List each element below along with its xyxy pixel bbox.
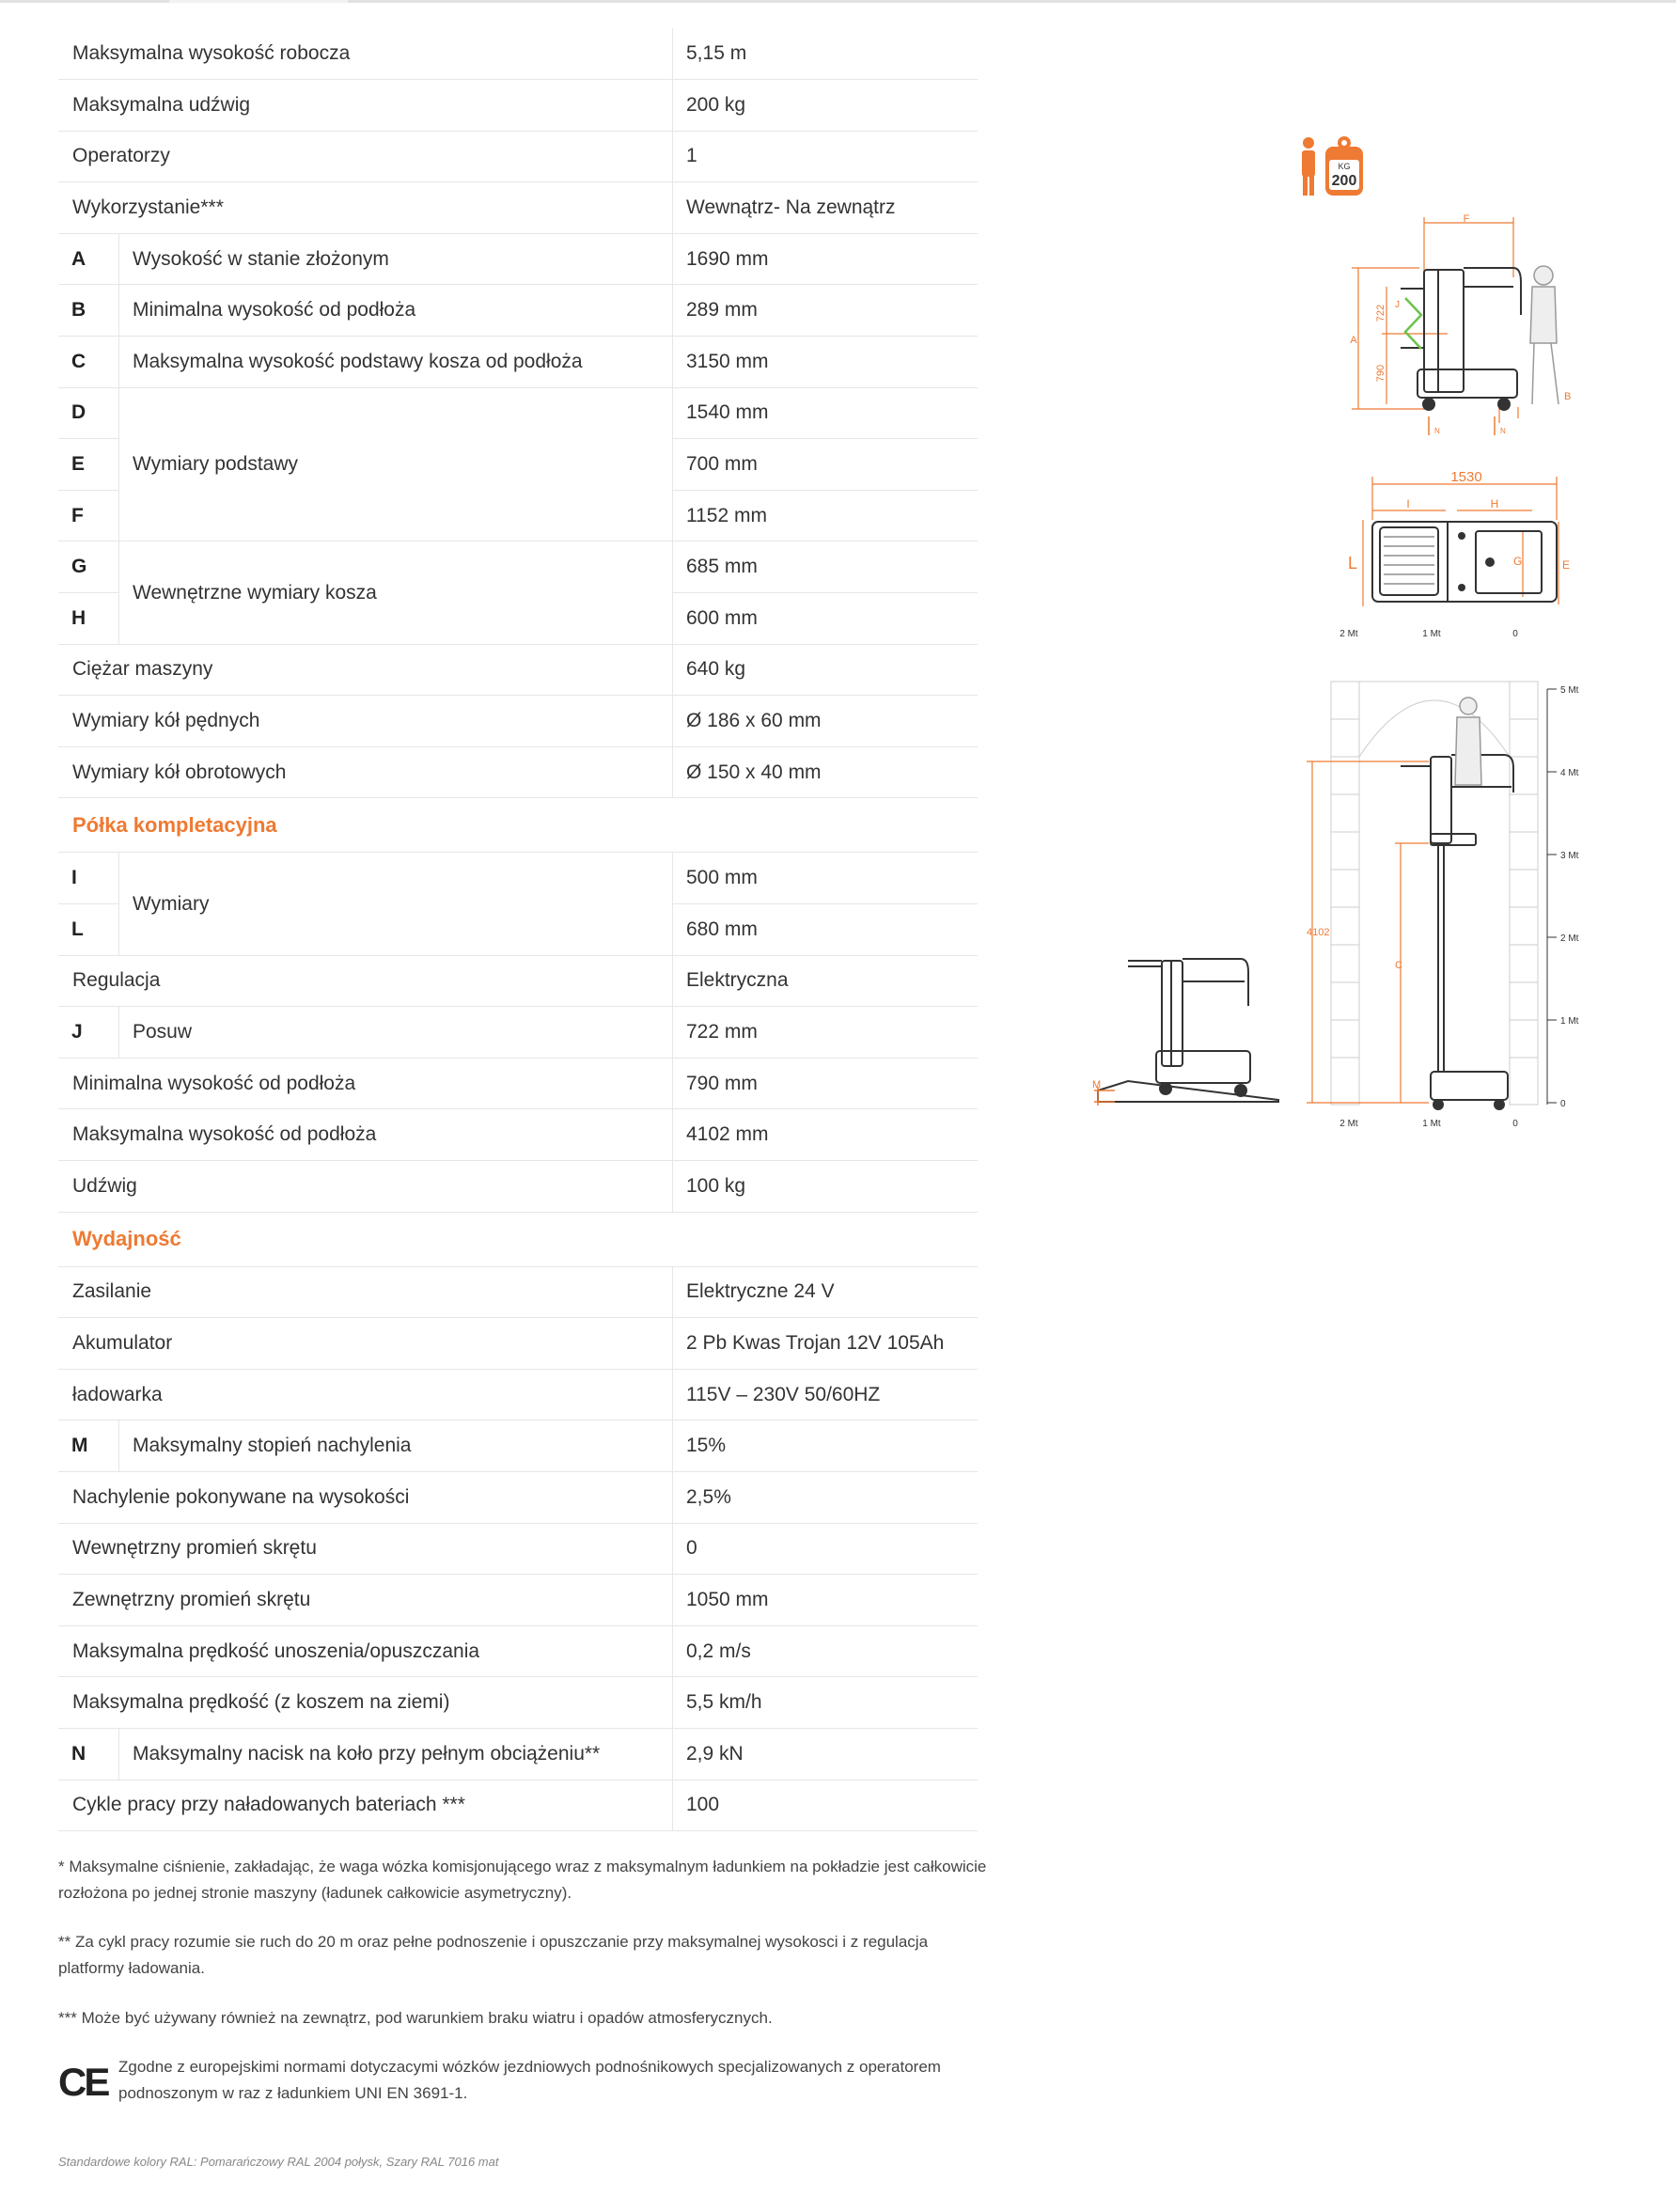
ce-compliance-text: Zgodne z europejskimi normami dotyczacymi wózków jezdniowych podnośnikowych specjalizowanych z operatorem podnoszonym w raz z ładunkiem UNI EN 3691-1. xyxy=(118,2058,941,2102)
dimension-letter: H xyxy=(58,593,119,645)
spec-value: 100 xyxy=(673,1780,979,1831)
spec-value: 640 kg xyxy=(673,644,979,696)
spec-row xyxy=(58,1420,978,1472)
spec-value: 1540 mm xyxy=(673,387,979,439)
standard-colors-note: Standardowe kolory RAL: Pomarańczowy RAL 2004 połysk, Szary RAL 7016 mat xyxy=(58,2155,499,2169)
tray-grid xyxy=(1384,537,1434,584)
machine-extended xyxy=(1401,755,1513,1100)
spec-value: 1152 mm xyxy=(673,490,979,541)
spec-row xyxy=(58,696,978,747)
spec-row xyxy=(58,1318,978,1370)
spec-label: Maksymalna udźwig xyxy=(58,80,673,132)
spec-row xyxy=(58,1471,978,1523)
spec-value: 1 xyxy=(673,131,979,182)
tab-indicator[interactable] xyxy=(902,0,1676,3)
spec-row xyxy=(58,853,978,904)
spec-value: 289 mm xyxy=(673,285,979,337)
spec-label: Maksymalna prędkość unoszenia/opuszczania xyxy=(58,1625,673,1677)
dim-e: E xyxy=(1562,558,1571,572)
spec-row xyxy=(58,541,978,593)
spec-group-label: Wewnętrzne wymiary kosza xyxy=(119,541,673,644)
spec-value: 685 mm xyxy=(673,541,979,593)
dimension-letter: E xyxy=(58,439,119,491)
scale-4mt: 4 Mt xyxy=(1560,768,1579,778)
spec-row xyxy=(58,233,978,285)
dim-j: J xyxy=(1395,300,1400,310)
spec-value: 790 mm xyxy=(673,1058,979,1109)
top-view-diagram xyxy=(1335,465,1579,616)
spec-row xyxy=(58,285,978,337)
dimension-letter: F xyxy=(58,490,119,541)
spec-value: Elektryczna xyxy=(673,955,979,1007)
spec-row xyxy=(58,746,978,798)
spec-value: 2 Pb Kwas Trojan 12V 105Ah xyxy=(673,1318,979,1370)
spec-value: 1050 mm xyxy=(673,1575,979,1626)
dim-1530: 1530 xyxy=(1450,469,1482,485)
spec-label: Wymiary kół pędnych xyxy=(58,696,673,747)
badge-capacity: 200 xyxy=(1331,173,1357,189)
scale-5mt: 5 Mt xyxy=(1560,685,1579,696)
spec-value: 600 mm xyxy=(673,593,979,645)
tab-indicator[interactable] xyxy=(0,0,169,3)
spec-value: 700 mm xyxy=(673,439,979,491)
top-tab-strip xyxy=(0,0,1676,4)
section-title: Półka kompletacyjna xyxy=(58,798,978,853)
load-n-2: N xyxy=(1500,427,1506,435)
tab-indicator[interactable] xyxy=(348,0,902,3)
spec-row xyxy=(58,955,978,1007)
axis-top-2mt: 2 Mt xyxy=(1339,629,1358,639)
spec-row xyxy=(58,1677,978,1729)
dimension-letter: L xyxy=(58,904,119,956)
spec-value: 2,9 kN xyxy=(673,1728,979,1780)
spec-value: 1690 mm xyxy=(673,233,979,285)
axis-bottom-1mt: 1 Mt xyxy=(1422,1119,1441,1129)
dim-4102: 4102 xyxy=(1307,927,1330,938)
spec-label: Zewnętrzny promień skrętu xyxy=(58,1575,673,1626)
dimension-letter: I xyxy=(58,853,119,904)
spec-group-label: Wymiary podstawy xyxy=(119,387,673,541)
axis-top-1mt: 1 Mt xyxy=(1422,629,1441,639)
spec-row xyxy=(58,1780,978,1831)
section-header-row xyxy=(58,1212,978,1266)
scale-3mt: 3 Mt xyxy=(1560,851,1579,861)
operator-figure xyxy=(1455,698,1481,785)
spec-value: 100 kg xyxy=(673,1160,979,1212)
scale-0: 0 xyxy=(1560,1099,1566,1109)
height-scale xyxy=(1547,689,1557,1105)
dimension-letter: G xyxy=(58,541,119,593)
tab-indicator-active[interactable] xyxy=(169,0,348,3)
spec-row xyxy=(58,1266,978,1318)
height-reach-diagram xyxy=(1297,625,1579,1133)
section-title: Wydajność xyxy=(58,1212,978,1266)
spec-row xyxy=(58,1109,978,1161)
spec-label: Cykle pracy przy naładowanych bateriach *** xyxy=(58,1780,673,1831)
spec-label: Maksymalna prędkość (z koszem na ziemi) xyxy=(58,1677,673,1729)
spec-value: 680 mm xyxy=(673,904,979,956)
axis-bottom-0: 0 xyxy=(1512,1119,1518,1129)
scale-1mt: 1 Mt xyxy=(1560,1016,1579,1027)
spec-label: Maksymalny stopień nachylenia xyxy=(119,1420,673,1472)
footnote-1: * Maksymalne ciśnienie, zakładając, że waga wózka komisjonującego wraz z maksymalnym ładunkiem na pokładzie jest całkowicie rozłożona po jednej stronie maszyny (ładunek całkowicie asymetryczny). xyxy=(58,1858,987,1902)
spec-label: Ciężar maszyny xyxy=(58,644,673,696)
spec-row xyxy=(58,1728,978,1780)
spec-label: Zasilanie xyxy=(58,1266,673,1318)
dim-a: A xyxy=(1350,335,1357,346)
spec-value: 500 mm xyxy=(673,853,979,904)
spec-value: 3150 mm xyxy=(673,337,979,388)
load-n-1: N xyxy=(1434,427,1440,435)
dim-b: B xyxy=(1564,391,1572,402)
dim-h: H xyxy=(1490,497,1499,510)
spec-label: Maksymalna wysokość robocza xyxy=(58,28,673,80)
spec-row xyxy=(58,387,978,439)
spec-group-label: Wymiary xyxy=(119,853,673,955)
spec-label: Minimalna wysokość od podłoża xyxy=(58,1058,673,1109)
dim-c: C xyxy=(1395,960,1402,971)
spec-value: 4102 mm xyxy=(673,1109,979,1161)
dimension-letter: N xyxy=(58,1728,119,1780)
wall-bricks xyxy=(1331,682,1538,1105)
dim-m: M xyxy=(1092,1079,1102,1090)
spec-value: 15% xyxy=(673,1420,979,1472)
spec-row xyxy=(58,1625,978,1677)
spec-value: 5,15 m xyxy=(673,28,979,80)
spec-row xyxy=(58,1575,978,1626)
axis-top-0: 0 xyxy=(1512,629,1518,639)
capacity-badge xyxy=(1297,133,1372,199)
footnote-3: *** Może być używany również na zewnątrz, pod warunkiem braku wiatru i opadów atmosferycznych. xyxy=(58,2009,773,2027)
dimension-letter: M xyxy=(58,1420,119,1472)
dim-790: 790 xyxy=(1375,364,1386,383)
side-view-diagram xyxy=(1335,212,1579,447)
spec-value: 2,5% xyxy=(673,1471,979,1523)
scale-2mt: 2 Mt xyxy=(1560,933,1579,944)
spec-label: Wymiary kół obrotowych xyxy=(58,746,673,798)
spec-row xyxy=(58,182,978,234)
spec-row xyxy=(58,1058,978,1109)
footnote-2: ** Za cykl pracy rozumie sie ruch do 20 m oraz pełne podnoszenie i opuszczanie przy maksymalnej wysokosci i z regulacja platformy ładowania. xyxy=(58,1933,929,1977)
dim-f: F xyxy=(1463,213,1470,225)
dim-l: L xyxy=(1348,554,1358,573)
dimension-letter: A xyxy=(58,233,119,285)
dimension-letter: C xyxy=(58,337,119,388)
spec-value: 200 kg xyxy=(673,80,979,132)
spec-row xyxy=(58,1523,978,1575)
ce-mark-icon: CE xyxy=(58,2060,108,2104)
spec-label: ładowarka xyxy=(58,1369,673,1420)
spec-row xyxy=(58,644,978,696)
spec-row xyxy=(58,1369,978,1420)
spec-value: 115V – 230V 50/60HZ xyxy=(673,1369,979,1420)
spec-value: Wewnątrz- Na zewnątrz xyxy=(673,182,979,234)
ramp-slope-diagram xyxy=(1090,940,1297,1109)
spec-row xyxy=(58,1007,978,1059)
spec-value: 5,5 km/h xyxy=(673,1677,979,1729)
section-header-row xyxy=(58,798,978,853)
spec-label: Posuw xyxy=(119,1007,673,1059)
spec-label: Akumulator xyxy=(58,1318,673,1370)
spec-value: Elektryczne 24 V xyxy=(673,1266,979,1318)
spec-value: 0,2 m/s xyxy=(673,1625,979,1677)
spec-label: Udźwig xyxy=(58,1160,673,1212)
dim-g: G xyxy=(1513,555,1523,568)
axis-bottom-2mt: 2 Mt xyxy=(1339,1119,1358,1129)
spec-label: Maksymalna wysokość od podłoża xyxy=(58,1109,673,1161)
spec-label: Minimalna wysokość od podłoża xyxy=(119,285,673,337)
spec-row xyxy=(58,28,978,80)
spec-label: Wykorzystanie*** xyxy=(58,182,673,234)
spec-value: Ø 150 x 40 mm xyxy=(673,746,979,798)
spec-label: Nachylenie pokonywane na wysokości xyxy=(58,1471,673,1523)
dimension-letter: J xyxy=(58,1007,119,1059)
dimension-letter: B xyxy=(58,285,119,337)
spec-label: Wewnętrzny promień skrętu xyxy=(58,1523,673,1575)
spec-value: 0 xyxy=(673,1523,979,1575)
dimension-letter: D xyxy=(58,387,119,439)
spec-row xyxy=(58,80,978,132)
spec-row xyxy=(58,131,978,182)
dim-722: 722 xyxy=(1375,304,1386,322)
spec-label: Maksymalny nacisk na koło przy pełnym obciążeniu** xyxy=(119,1728,673,1780)
spec-value: Ø 186 x 60 mm xyxy=(673,696,979,747)
spec-label: Wysokość w stanie złożonym xyxy=(119,233,673,285)
specification-table xyxy=(58,28,978,1831)
spec-row xyxy=(58,337,978,388)
spec-value: 722 mm xyxy=(673,1007,979,1059)
operator-icon xyxy=(1302,137,1315,196)
spec-label: Operatorzy xyxy=(58,131,673,182)
dim-i: I xyxy=(1406,497,1410,510)
badge-kg: KG xyxy=(1338,162,1351,171)
spec-label: Maksymalna wysokość podstawy kosza od podłoża xyxy=(119,337,673,388)
spec-row xyxy=(58,1160,978,1212)
spec-label: Regulacja xyxy=(58,955,673,1007)
